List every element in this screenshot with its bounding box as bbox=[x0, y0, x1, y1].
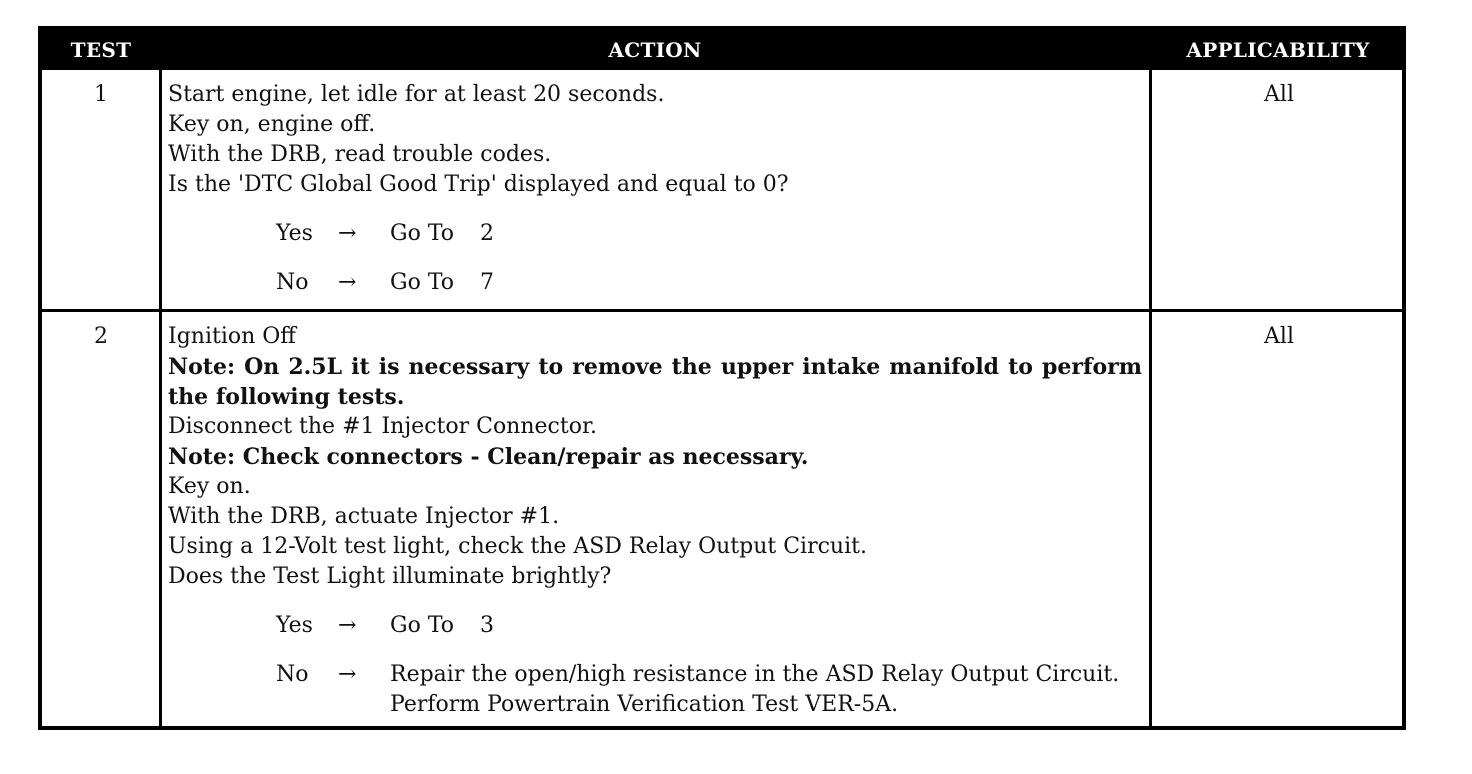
arrow-right-icon: → bbox=[338, 662, 357, 687]
test-number: 1 bbox=[94, 82, 108, 107]
no-branch bbox=[168, 268, 1142, 298]
action-step: With the DRB, read trouble codes. bbox=[168, 142, 552, 167]
action-note: Note: Check connectors - Clean/repair as necessary. bbox=[168, 444, 809, 470]
diagnostic-test-table bbox=[38, 26, 1406, 730]
header-test: TEST bbox=[70, 38, 132, 62]
goto-label: Go To bbox=[390, 613, 455, 638]
arrow-right-icon: → bbox=[338, 221, 357, 246]
action-note: Note: On 2.5L it is necessary to remove the upper intake manifold to perform the following tests. bbox=[168, 354, 1142, 410]
arrow-right-icon: → bbox=[338, 613, 357, 638]
test-number: 2 bbox=[94, 324, 108, 349]
action-step: With the DRB, actuate Injector #1. bbox=[168, 504, 560, 529]
applicability-cell: All bbox=[1264, 82, 1294, 107]
action-cell bbox=[168, 322, 1142, 720]
yes-label: Yes bbox=[276, 221, 313, 246]
table-row-test-1 bbox=[42, 70, 1402, 309]
table-row-test-2 bbox=[42, 312, 1402, 730]
no-label: No bbox=[276, 662, 309, 687]
table-header bbox=[42, 30, 1402, 70]
yes-branch bbox=[168, 611, 1142, 641]
action-question: Does the Test Light illuminate brightly? bbox=[168, 564, 612, 589]
action-step: Disconnect the #1 Injector Connector. bbox=[168, 414, 598, 439]
repair-instruction bbox=[390, 660, 1119, 720]
goto-target: 2 bbox=[480, 221, 494, 246]
verification-step: Perform Powertrain Verification Test VER-5A. bbox=[390, 692, 899, 717]
goto-label: Go To bbox=[390, 270, 455, 295]
header-action: ACTION bbox=[608, 38, 702, 62]
applicability-cell: All bbox=[1264, 324, 1294, 349]
repair-step: Repair the open/high resistance in the ASD Relay Output Circuit. bbox=[390, 662, 1120, 687]
action-step: Ignition Off bbox=[168, 324, 296, 349]
action-step: Using a 12-Volt test light, check the ASD Relay Output Circuit. bbox=[168, 534, 867, 559]
action-step: Key on. bbox=[168, 474, 251, 499]
action-cell bbox=[168, 80, 1142, 298]
yes-branch bbox=[168, 219, 1142, 249]
goto-label: Go To bbox=[390, 221, 455, 246]
action-question: Is the 'DTC Global Good Trip' displayed and equal to 0? bbox=[168, 172, 789, 197]
goto-target: 7 bbox=[480, 270, 494, 295]
yes-label: Yes bbox=[276, 613, 313, 638]
header-applicability: APPLICABILITY bbox=[1186, 38, 1370, 62]
no-branch bbox=[168, 660, 1142, 720]
goto-target: 3 bbox=[480, 613, 494, 638]
action-step: Key on, engine off. bbox=[168, 112, 376, 137]
arrow-right-icon: → bbox=[338, 270, 357, 295]
action-step: Start engine, let idle for at least 20 seconds. bbox=[168, 82, 665, 107]
no-label: No bbox=[276, 270, 309, 295]
